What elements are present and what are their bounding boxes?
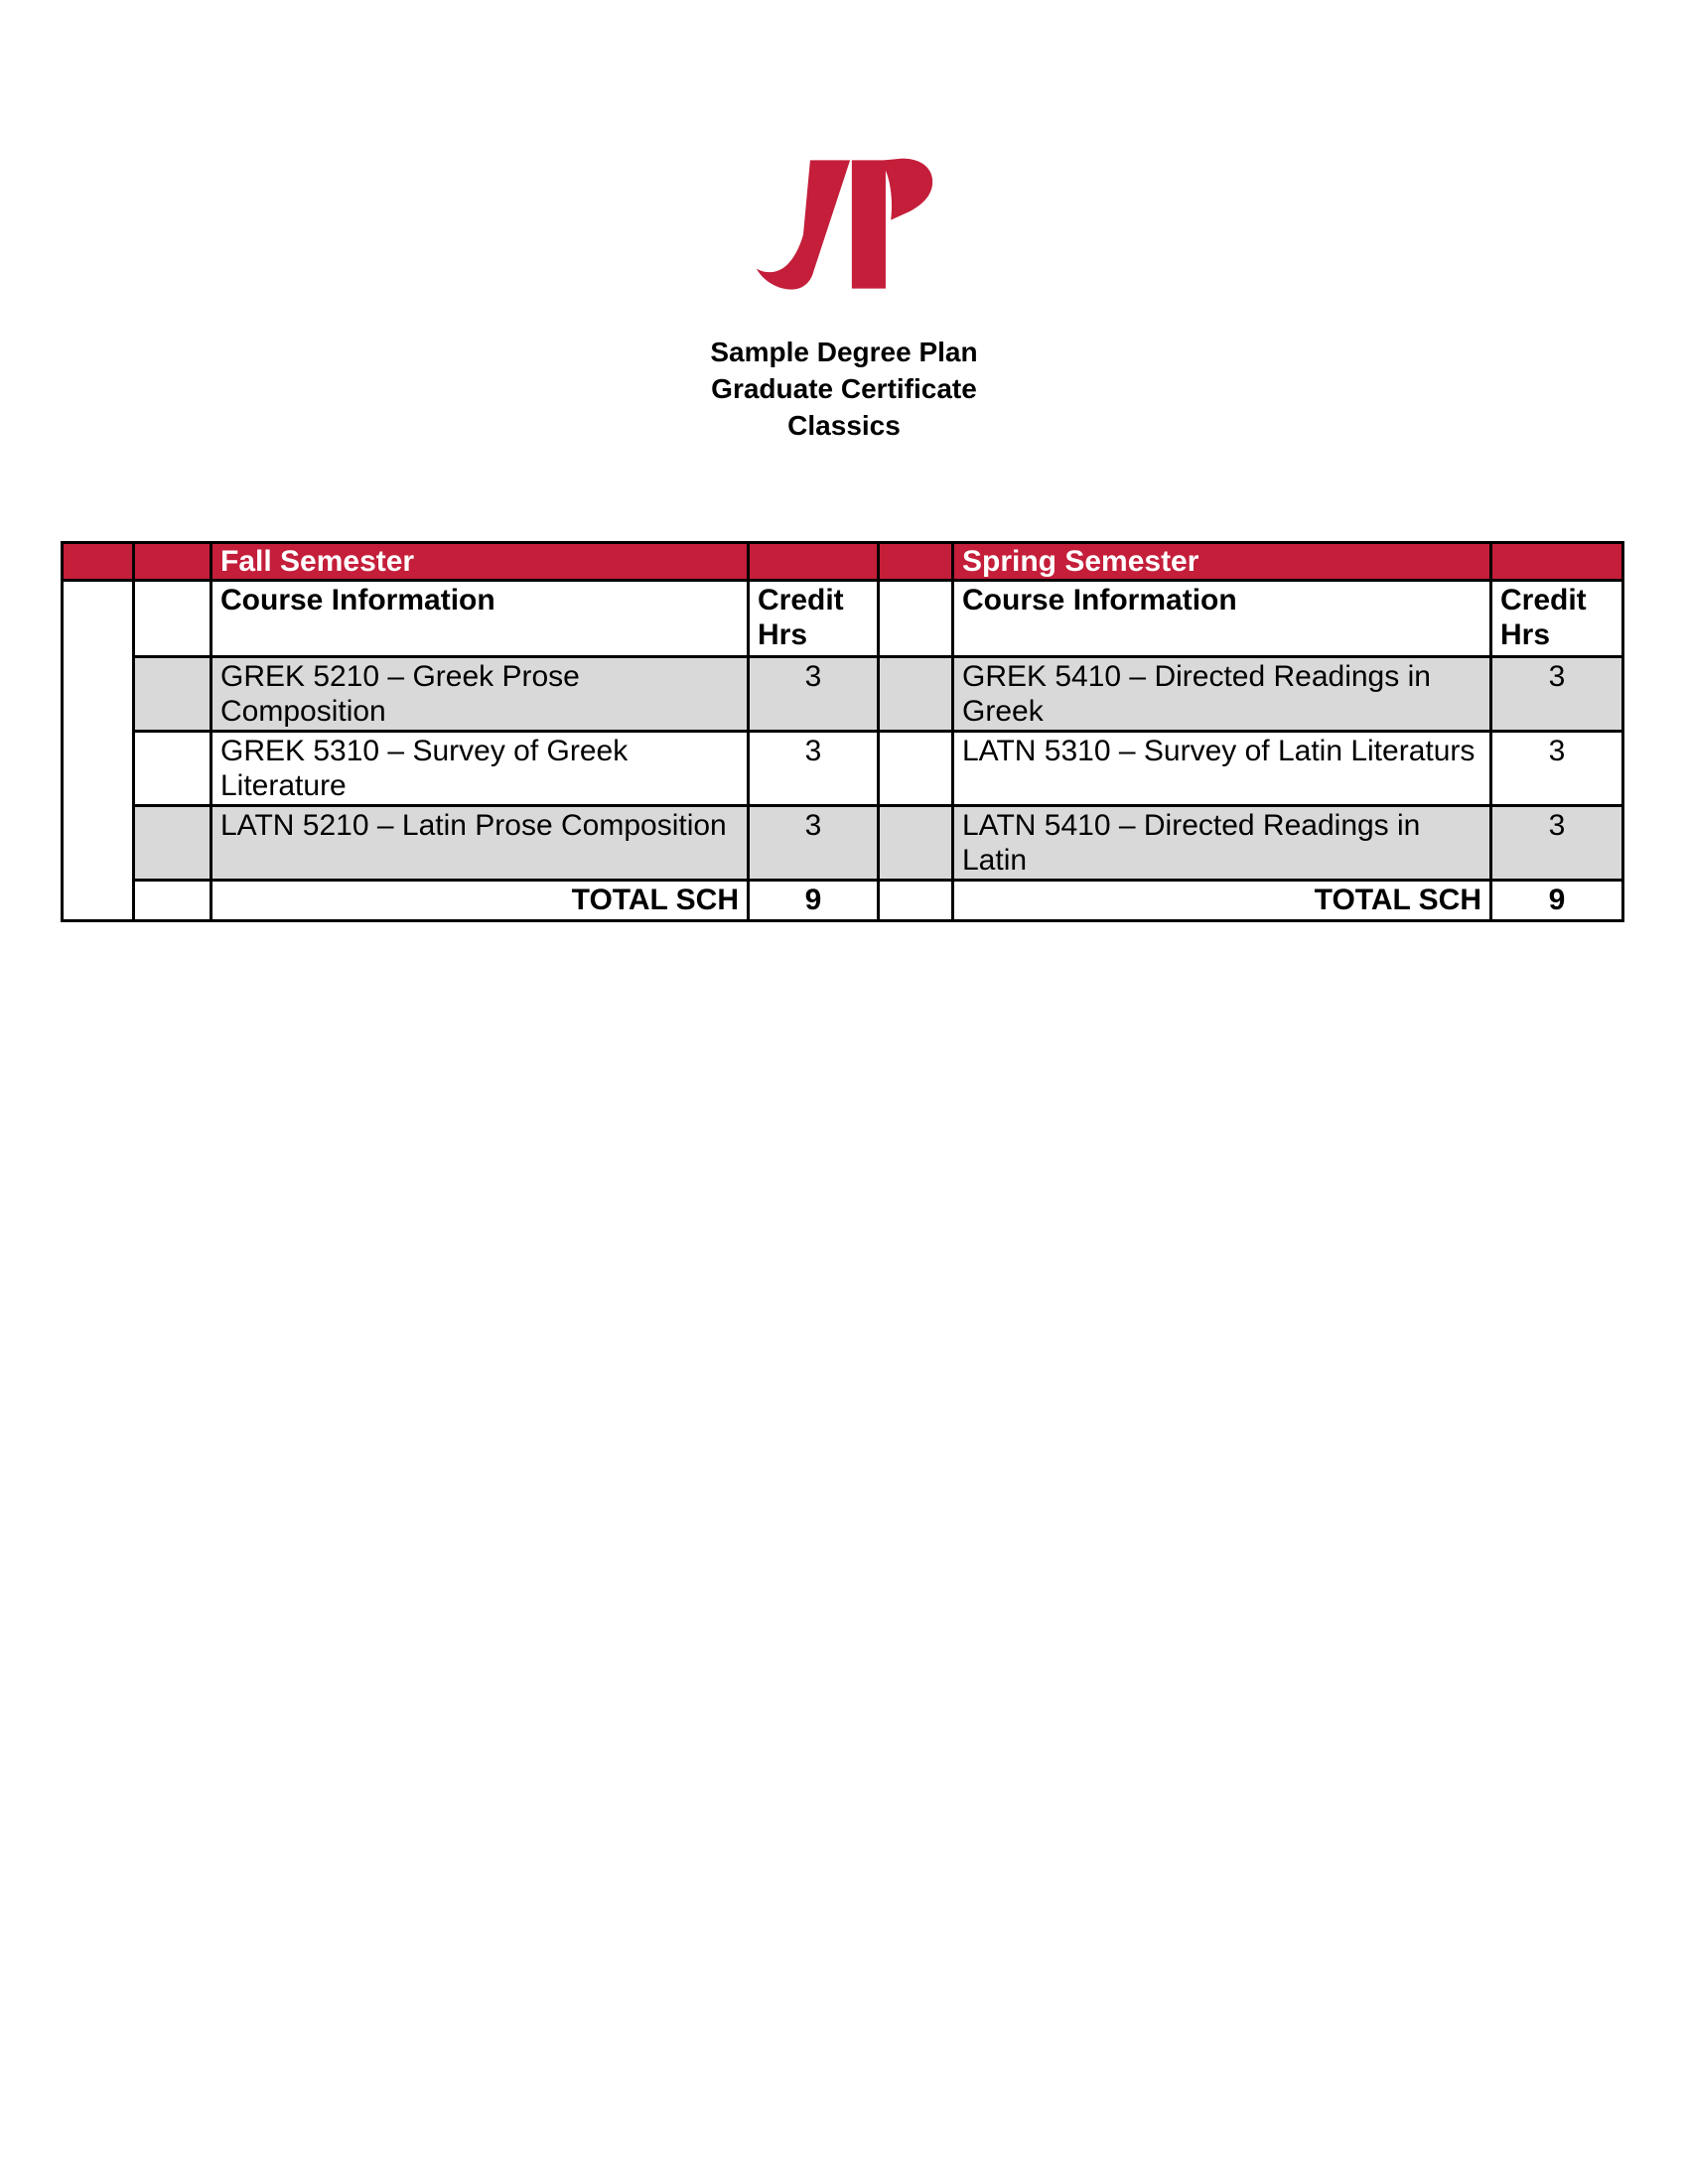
fall-credit-cell: 3 — [749, 806, 879, 881]
fall-total-label: TOTAL SCH — [211, 881, 749, 921]
spacer-cell — [134, 806, 211, 881]
fall-course-cell: GREK 5210 – Greek Prose Composition — [211, 657, 749, 732]
spacer-cell — [134, 732, 211, 806]
course-row-1 — [63, 657, 1623, 732]
gap-cell — [879, 732, 953, 806]
band-spring-credit-cell — [1491, 543, 1623, 581]
masthead — [0, 157, 1688, 444]
gap-cell — [879, 806, 953, 881]
first-year-label: First Year — [79, 673, 115, 828]
band-gap-cell — [879, 543, 953, 581]
fall-total-value: 9 — [749, 881, 879, 921]
title-line-2: Graduate Certificate — [711, 373, 977, 404]
spring-credit-cell: 3 — [1491, 657, 1623, 732]
spacer-cell — [134, 657, 211, 732]
spring-total-value: 9 — [1491, 881, 1623, 921]
spring-course-info-header: Course Information — [953, 581, 1491, 657]
spring-total-label: TOTAL SCH — [953, 881, 1491, 921]
ap-logo-icon — [755, 157, 933, 292]
fall-course-cell: LATN 5210 – Latin Prose Composition — [211, 806, 749, 881]
spring-semester-header: Spring Semester — [953, 543, 1491, 581]
fall-credit-cell: 3 — [749, 657, 879, 732]
total-row — [63, 881, 1623, 921]
gap-cell — [879, 581, 953, 657]
band-fall-credit-cell — [749, 543, 879, 581]
fall-credit-cell: 3 — [749, 732, 879, 806]
spring-course-cell: GREK 5410 – Directed Readings in Greek — [953, 657, 1491, 732]
spring-credit-hrs-header: Credit Hrs — [1491, 581, 1623, 657]
gap-cell — [879, 881, 953, 921]
course-row-3 — [63, 806, 1623, 881]
fall-credit-hrs-header: Credit Hrs — [749, 581, 879, 657]
band-year-cell — [63, 543, 134, 581]
column-header-row — [63, 581, 1623, 657]
first-year-cell — [63, 581, 134, 921]
gap-cell — [879, 657, 953, 732]
fall-course-info-header: Course Information — [211, 581, 749, 657]
semester-band-row — [63, 543, 1623, 581]
spacer-cell — [134, 881, 211, 921]
fall-semester-header: Fall Semester — [211, 543, 749, 581]
spring-credit-cell: 3 — [1491, 806, 1623, 881]
spring-credit-cell: 3 — [1491, 732, 1623, 806]
fall-course-cell: GREK 5310 – Survey of Greek Literature — [211, 732, 749, 806]
title-line-1: Sample Degree Plan — [710, 337, 978, 367]
title-line-3: Classics — [787, 410, 901, 441]
spring-course-cell: LATN 5410 – Directed Readings in Latin — [953, 806, 1491, 881]
spacer-cell — [134, 581, 211, 657]
degree-plan-table — [61, 541, 1624, 922]
course-row-2 — [63, 732, 1623, 806]
document-title — [0, 334, 1688, 444]
band-spacer-cell — [134, 543, 211, 581]
spring-course-cell: LATN 5310 – Survey of Latin Literaturs — [953, 732, 1491, 806]
